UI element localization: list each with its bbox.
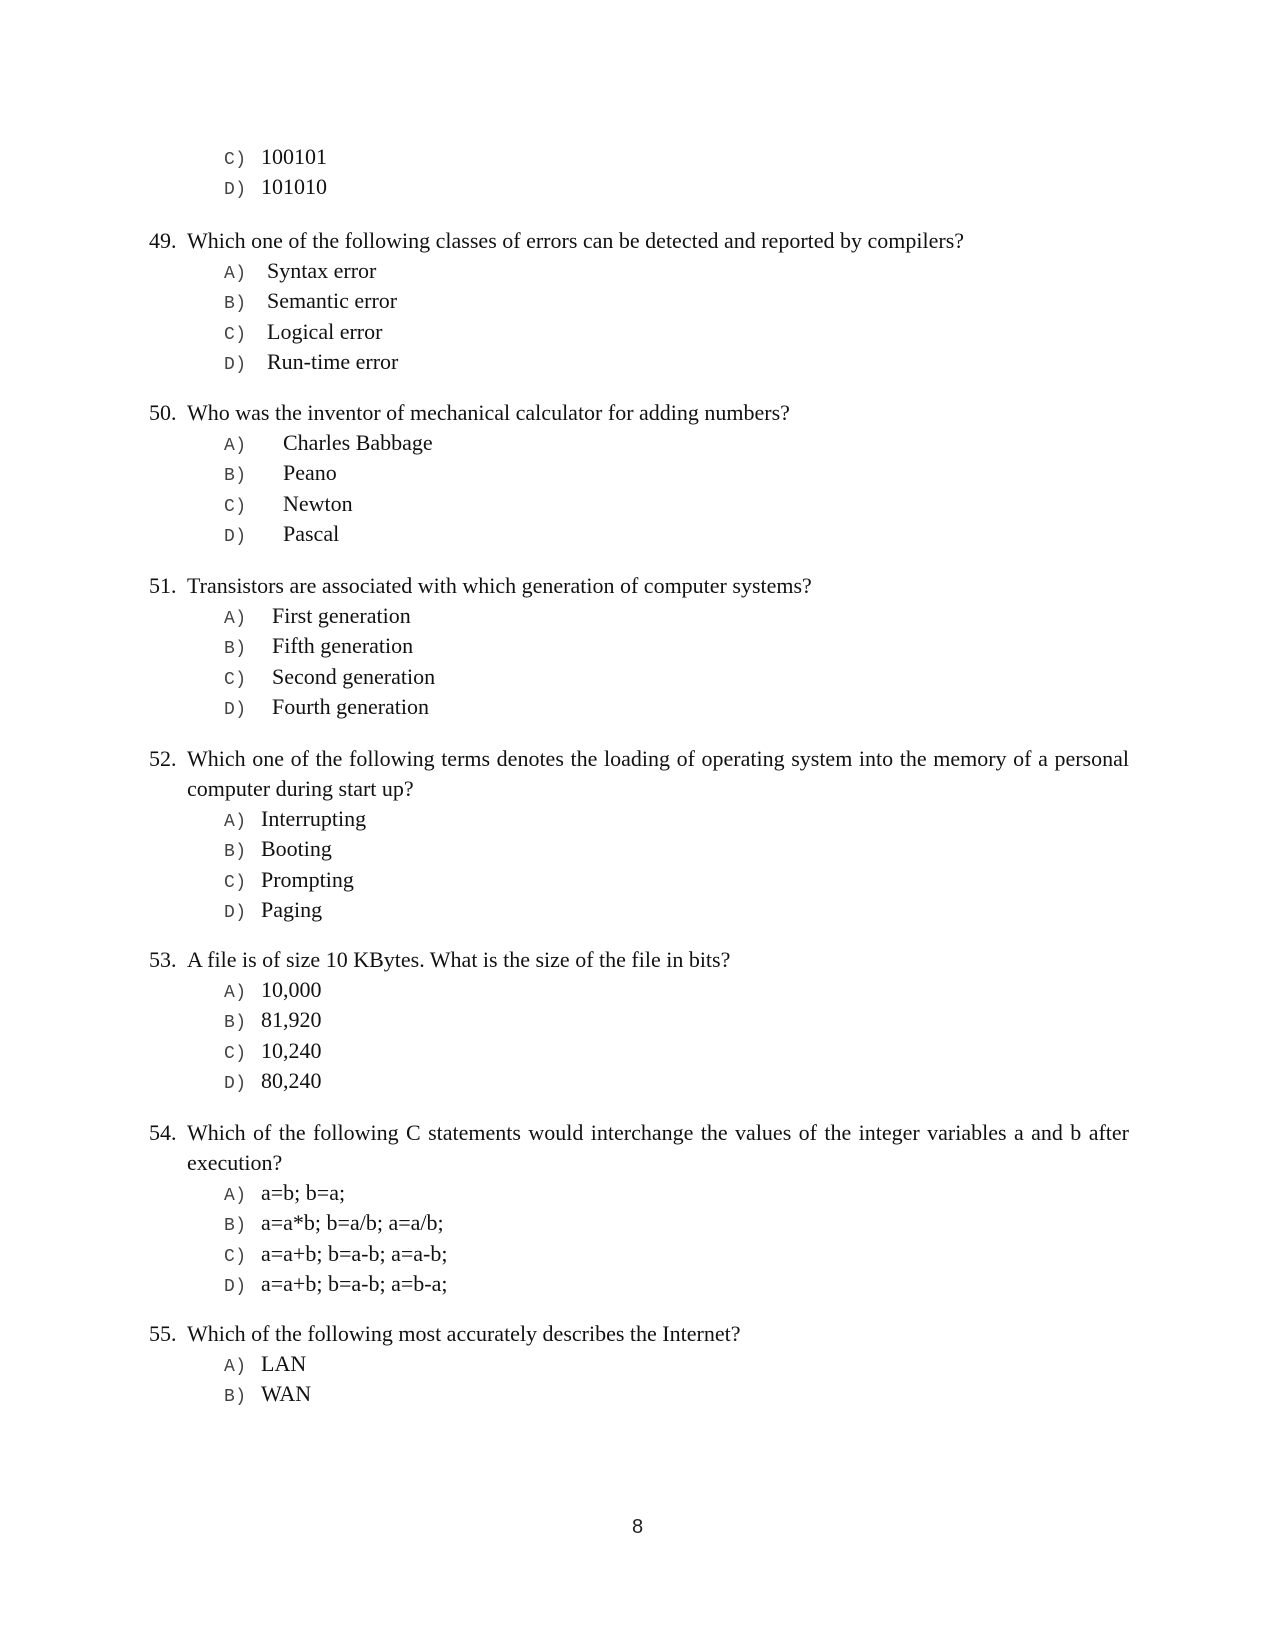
option-letter: B) bbox=[224, 466, 247, 487]
option-text: Booting bbox=[261, 836, 332, 862]
option-letter: C) bbox=[224, 496, 247, 517]
option-letter: D) bbox=[224, 180, 247, 201]
question-49 bbox=[149, 226, 1129, 377]
option-letter: B) bbox=[224, 294, 247, 315]
question-stem bbox=[149, 744, 1129, 804]
options-list bbox=[224, 1349, 1129, 1410]
options-list bbox=[224, 601, 1129, 722]
question-55 bbox=[149, 1319, 1129, 1410]
option-text: Peano bbox=[283, 460, 337, 486]
option-letter: A) bbox=[224, 436, 247, 456]
option-b bbox=[224, 1005, 1129, 1035]
option-text: Prompting bbox=[261, 866, 354, 892]
option-text: Paging bbox=[261, 896, 323, 922]
question-stem bbox=[149, 226, 1129, 256]
option-a bbox=[224, 1349, 1129, 1379]
option-c bbox=[224, 865, 1129, 895]
question-50 bbox=[149, 398, 1129, 549]
question-text: Which one of the following classes of errors can be detected and reported by compilers? bbox=[187, 228, 965, 253]
question-number: 54. bbox=[149, 1120, 177, 1145]
option-b bbox=[224, 834, 1129, 864]
option-text: a=a+b; b=a-b; a=a-b; bbox=[261, 1240, 448, 1266]
options-list bbox=[224, 428, 1129, 549]
option-c bbox=[224, 142, 327, 172]
question-number: 53. bbox=[149, 947, 177, 972]
question-number: 52. bbox=[149, 746, 177, 771]
option-d bbox=[224, 895, 1129, 925]
option-c bbox=[224, 1036, 1129, 1066]
option-letter: B) bbox=[224, 1216, 247, 1237]
question-stem bbox=[149, 571, 1129, 601]
question-text: Transistors are associated with which generation of computer systems? bbox=[187, 573, 812, 598]
option-letter: A) bbox=[224, 1357, 247, 1377]
option-text: WAN bbox=[261, 1381, 312, 1407]
option-text: Logical error bbox=[267, 318, 383, 344]
question-stem bbox=[149, 945, 1129, 975]
option-d bbox=[224, 347, 1129, 377]
option-text: LAN bbox=[261, 1351, 307, 1376]
question-number: 51. bbox=[149, 573, 177, 598]
option-letter: C) bbox=[224, 150, 247, 170]
question-stem bbox=[149, 1118, 1129, 1178]
option-text: a=a*b; b=a/b; a=a/b; bbox=[261, 1210, 444, 1236]
option-letter: A) bbox=[224, 1186, 247, 1206]
option-d bbox=[224, 519, 1129, 549]
option-letter: B) bbox=[224, 1013, 247, 1034]
option-letter: C) bbox=[224, 872, 247, 893]
option-text: 81,920 bbox=[261, 1007, 322, 1033]
option-a bbox=[224, 256, 1129, 286]
option-text: a=b; b=a; bbox=[261, 1180, 346, 1205]
option-text: Newton bbox=[283, 490, 353, 516]
option-letter: D) bbox=[224, 526, 247, 547]
options-list bbox=[224, 804, 1129, 925]
option-letter: B) bbox=[224, 639, 247, 660]
option-letter: C) bbox=[224, 324, 247, 345]
question-number: 55. bbox=[149, 1321, 177, 1346]
question-53 bbox=[149, 945, 1129, 1096]
carryover-options bbox=[224, 142, 327, 203]
option-text: Fourth generation bbox=[272, 693, 430, 719]
option-text: 10,240 bbox=[261, 1037, 322, 1063]
option-text: 100101 bbox=[261, 144, 327, 169]
option-a bbox=[224, 804, 1129, 834]
option-letter: A) bbox=[224, 812, 247, 832]
option-text: 80,240 bbox=[261, 1067, 322, 1093]
option-text: Pascal bbox=[283, 520, 340, 546]
options-list bbox=[224, 1178, 1129, 1299]
question-number: 49. bbox=[149, 228, 177, 253]
question-text: Which one of the following terms denotes the loading of operating system into the memory of a personal computer during start up? bbox=[187, 746, 1129, 801]
option-b bbox=[224, 1379, 1129, 1409]
option-letter: A) bbox=[224, 609, 247, 629]
option-letter: D) bbox=[224, 1073, 247, 1094]
options-list bbox=[224, 975, 1129, 1096]
option-text: Semantic error bbox=[267, 288, 398, 314]
question-text: A file is of size 10 KBytes. What is the size of the file in bits? bbox=[187, 947, 731, 972]
option-text: 101010 bbox=[261, 174, 327, 200]
option-letter: D) bbox=[224, 354, 247, 375]
option-c bbox=[224, 317, 1129, 347]
option-c bbox=[224, 489, 1129, 519]
question-number: 50. bbox=[149, 400, 177, 425]
option-letter: C) bbox=[224, 1246, 247, 1267]
option-text: Charles Babbage bbox=[283, 430, 433, 455]
option-text: Run-time error bbox=[267, 348, 399, 374]
option-letter: B) bbox=[224, 842, 247, 863]
option-letter: A) bbox=[224, 983, 247, 1003]
option-b bbox=[224, 631, 1129, 661]
option-d bbox=[224, 1066, 1129, 1096]
question-52 bbox=[149, 744, 1129, 925]
option-letter: C) bbox=[224, 669, 247, 690]
option-text: a=a+b; b=a-b; a=b-a; bbox=[261, 1270, 448, 1296]
option-d bbox=[224, 172, 327, 202]
question-stem bbox=[149, 1319, 1129, 1349]
option-text: First generation bbox=[272, 603, 411, 628]
option-text: Syntax error bbox=[267, 258, 377, 283]
option-letter: C) bbox=[224, 1043, 247, 1064]
option-text: Interrupting bbox=[261, 806, 367, 831]
option-b bbox=[224, 458, 1129, 488]
option-a bbox=[224, 428, 1129, 458]
option-a bbox=[224, 1178, 1129, 1208]
question-stem bbox=[149, 398, 1129, 428]
option-b bbox=[224, 1208, 1129, 1238]
question-text: Which of the following most accurately describes the Internet? bbox=[187, 1321, 741, 1346]
option-text: Second generation bbox=[272, 663, 436, 689]
option-a bbox=[224, 601, 1129, 631]
page-number: 8 bbox=[631, 1516, 644, 1538]
option-letter: A) bbox=[224, 264, 247, 284]
question-54 bbox=[149, 1118, 1129, 1299]
question-51 bbox=[149, 571, 1129, 722]
option-b bbox=[224, 286, 1129, 316]
option-c bbox=[224, 1239, 1129, 1269]
option-letter: D) bbox=[224, 1276, 247, 1297]
option-a bbox=[224, 975, 1129, 1005]
option-text: Fifth generation bbox=[272, 633, 414, 659]
option-d bbox=[224, 1269, 1129, 1299]
options-list bbox=[224, 256, 1129, 377]
question-text: Who was the inventor of mechanical calculator for adding numbers? bbox=[187, 400, 790, 425]
option-letter: D) bbox=[224, 902, 247, 923]
option-d bbox=[224, 692, 1129, 722]
option-c bbox=[224, 662, 1129, 692]
option-text: 10,000 bbox=[261, 977, 322, 1002]
question-text: Which of the following C statements would interchange the values of the integer variables a and b after execution? bbox=[187, 1120, 1129, 1175]
option-letter: B) bbox=[224, 1387, 247, 1408]
option-letter: D) bbox=[224, 699, 247, 720]
